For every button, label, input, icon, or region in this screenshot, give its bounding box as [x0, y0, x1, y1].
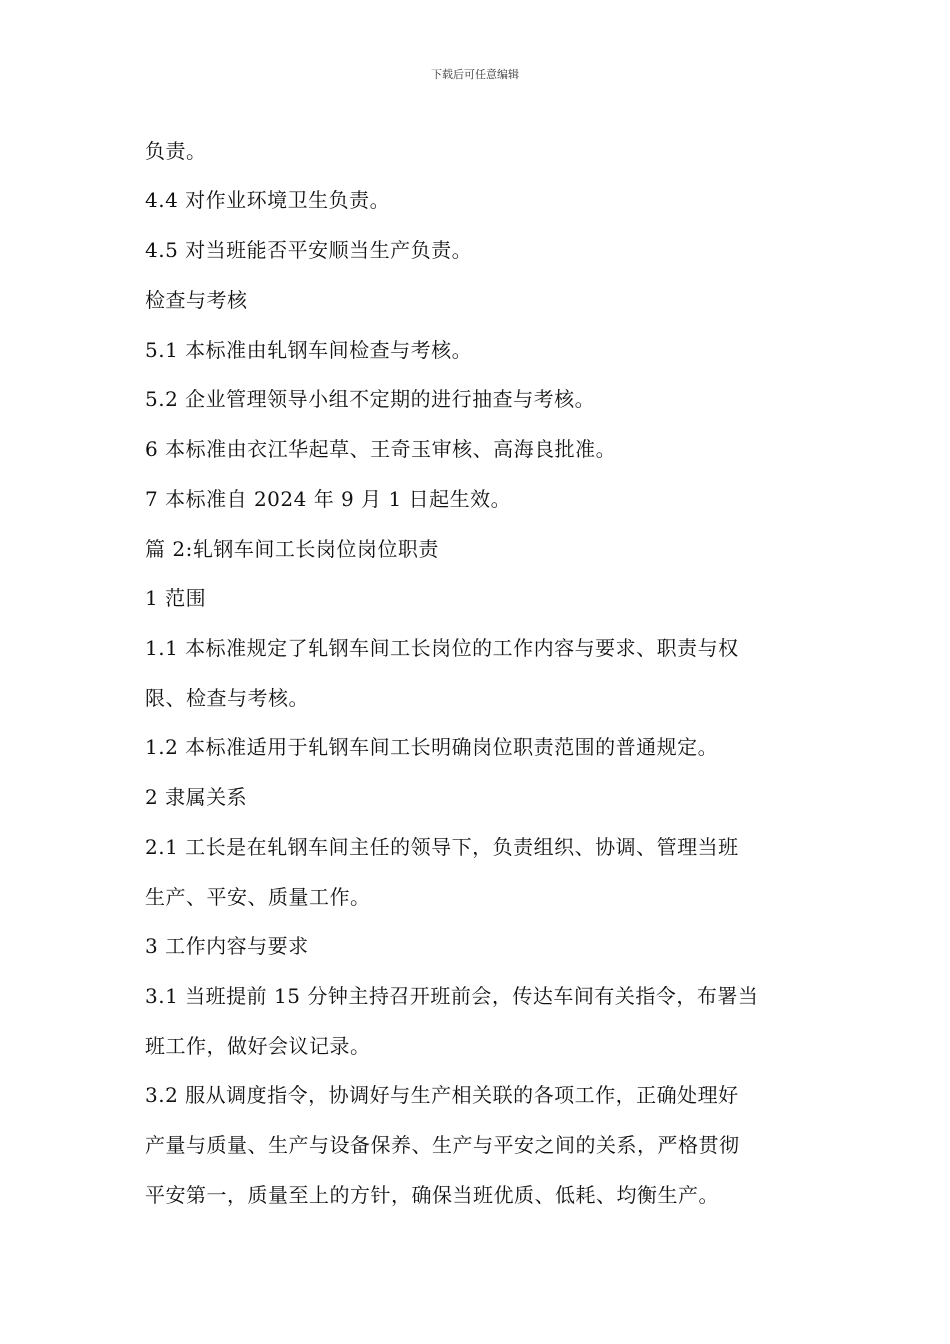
- text-line: 5.1 本标准由轧钢车间检查与考核。: [145, 338, 473, 362]
- section-heading: 2 隶属关系: [145, 785, 248, 809]
- section-heading: 1 范围: [145, 586, 207, 610]
- page-header: 下载后可任意编辑: [431, 68, 519, 81]
- text-line: 2.1 工长是在轧钢车间主任的领导下，负责组织、协调、管理当班: [145, 835, 739, 859]
- text-line: 4.4 对作业环境卫生负责。: [145, 188, 391, 212]
- text-line: 产量与质量、生产与设备保养、生产与平安之间的关系，严格贯彻: [145, 1133, 740, 1157]
- text-line: 5.2 企业管理领导小组不定期的进行抽查与考核。: [145, 387, 596, 411]
- text-line: 1.1 本标准规定了轧钢车间工长岗位的工作内容与要求、职责与权: [145, 636, 739, 660]
- text-line: 限、检查与考核。: [145, 686, 309, 710]
- text-line: 3.2 服从调度指令，协调好与生产相关联的各项工作，正确处理好: [145, 1083, 739, 1107]
- section-heading: 3 工作内容与要求: [145, 934, 309, 958]
- text-line: 生产、平安、质量工作。: [145, 885, 371, 909]
- text-line: 4.5 对当班能否平安顺当生产负责。: [145, 238, 473, 262]
- text-line: 6 本标准由衣江华起草、王奇玉审核、高海良批准。: [145, 437, 617, 461]
- text-line: 7 本标准自 2024 年 9 月 1 日起生效。: [145, 487, 512, 511]
- text-line: 1.2 本标准适用于轧钢车间工长明确岗位职责范围的普通规定。: [145, 735, 719, 759]
- text-line: 负责。: [145, 139, 207, 163]
- text-line: 班工作，做好会议记录。: [145, 1034, 371, 1058]
- section-title: 篇 2:轧钢车间工长岗位岗位职责: [145, 537, 439, 561]
- text-line: 3.1 当班提前 15 分钟主持召开班前会，传达车间有关指令，布署当: [145, 984, 759, 1008]
- section-heading: 检查与考核: [145, 288, 248, 312]
- text-line: 平安第一，质量至上的方针，确保当班优质、低耗、均衡生产。: [145, 1183, 719, 1207]
